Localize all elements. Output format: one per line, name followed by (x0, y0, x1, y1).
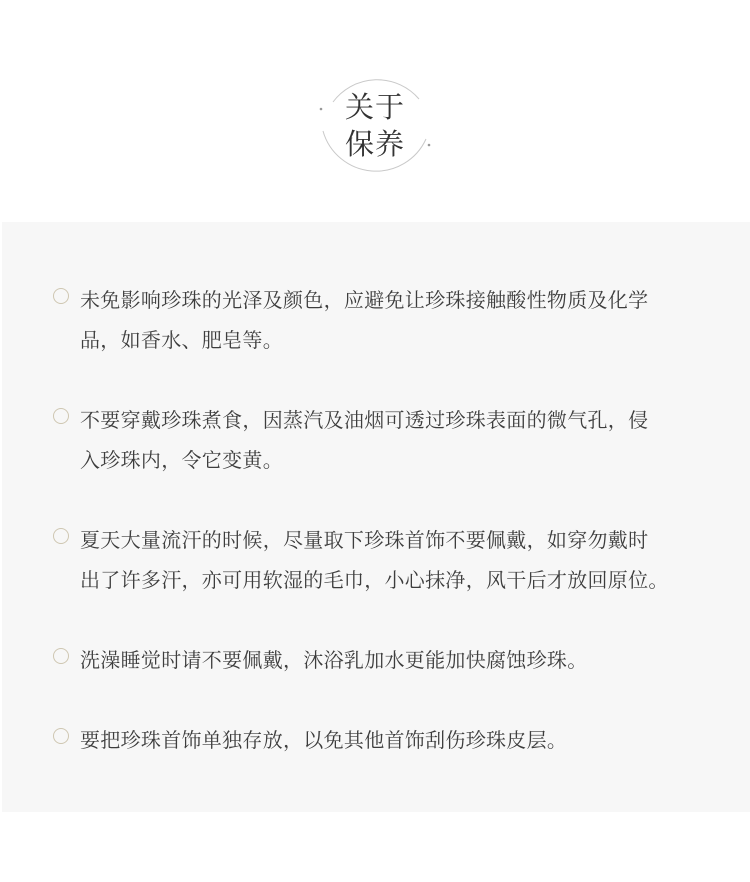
header-section (0, 0, 750, 222)
circle-outline-icon (53, 408, 69, 424)
circle-outline-icon (53, 528, 69, 544)
care-tips-panel (2, 222, 750, 812)
list-item-text: 洗澡睡觉时请不要佩戴，沐浴乳加水更能加快腐蚀珍珠。 (80, 648, 588, 672)
list-item-text: 未免影响珍珠的光泽及颜色，应避免让珍珠接触酸性物质及化学 品，如香水、肥皂等。 (80, 288, 649, 352)
title-badge (319, 69, 431, 185)
list-item-text: 要把珍珠首饰单独存放，以免其他首饰刮伤珍珠皮层。 (80, 728, 568, 752)
list-item-text: 夏天大量流汗的时候，尽量取下珍珠首饰不要佩戴，如穿勿戴时 出了许多汗，亦可用软湿的毛巾，小心抹净，风干后才放回原位。 (80, 528, 669, 592)
circle-outline-icon (53, 648, 69, 664)
page-title (319, 89, 431, 163)
circle-outline-icon (53, 728, 69, 744)
circle-outline-icon (53, 288, 69, 304)
page-title-line2: 保养 (344, 127, 405, 161)
list-item-text: 不要穿戴珍珠煮食，因蒸汽及油烟可透过珍珠表面的微气孔，侵 入珍珠内，令它变黄。 (80, 408, 649, 472)
page-title-line1: 关于 (344, 90, 405, 124)
